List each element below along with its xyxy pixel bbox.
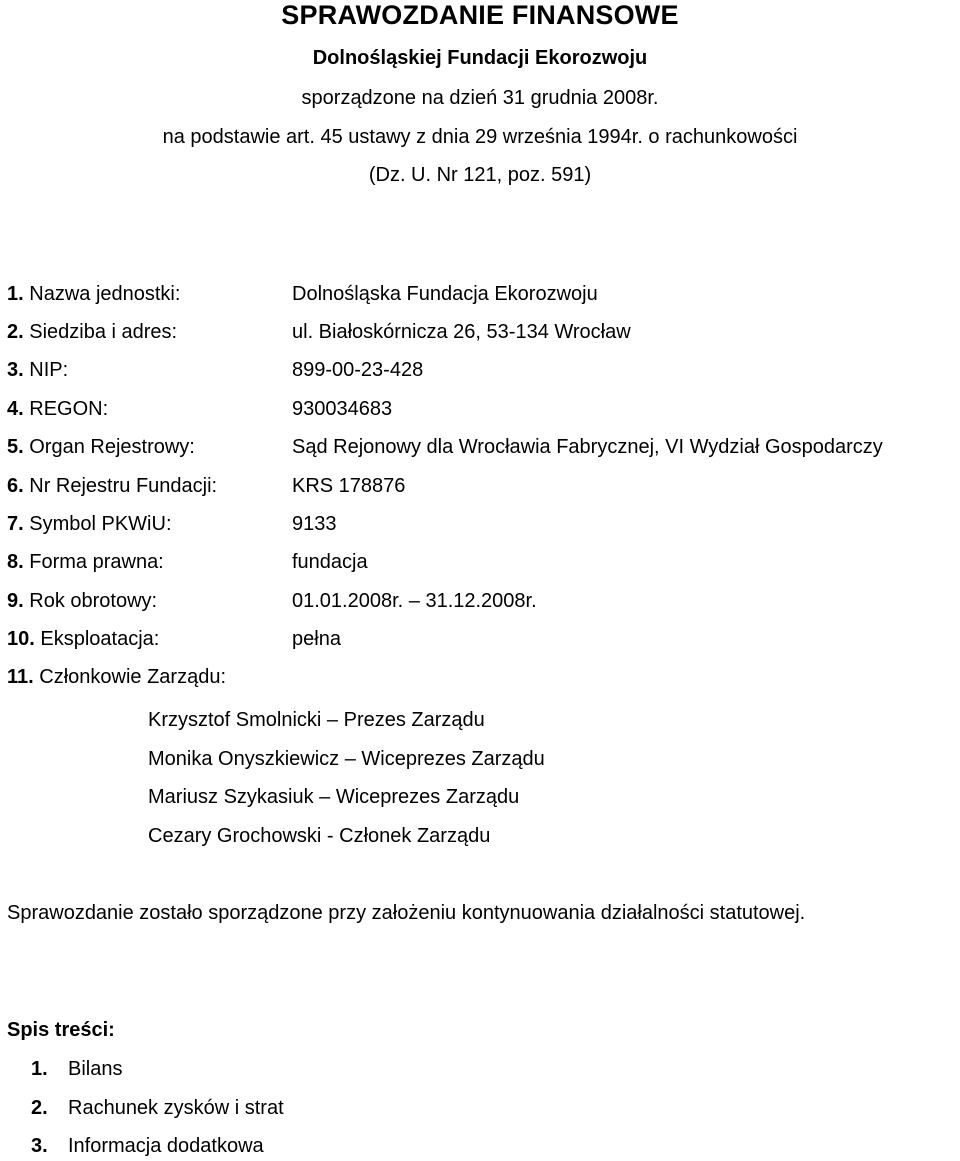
info-row-number: 6.: [7, 475, 24, 497]
info-row-value: pełna: [292, 628, 341, 650]
legal-reference-line: (Dz. U. Nr 121, poz. 591): [368, 164, 592, 186]
organization-name: Dolnośląskiej Fundacji Ekorozwoju: [312, 47, 648, 69]
toc-item: Informacja dodatkowa: [68, 1135, 264, 1157]
info-row-value: KRS 178876: [292, 475, 406, 497]
info-row-label: 11. Członkowie Zarządu:: [7, 666, 227, 688]
document-title: SPRAWOZDANIE FINANSOWE: [281, 0, 679, 30]
info-row-number: 7.: [7, 513, 24, 535]
info-row-number: 1.: [7, 283, 24, 305]
info-row-value: 01.01.2008r. – 31.12.2008r.: [292, 590, 537, 612]
info-row-label: 8. Forma prawna:: [7, 551, 164, 573]
info-row-number: 8.: [7, 551, 24, 573]
info-row-value: ul. Białoskórnicza 26, 53-134 Wrocław: [292, 321, 631, 343]
info-row-number: 5.: [7, 436, 24, 458]
report-date-line: sporządzone na dzień 31 grudnia 2008r.: [301, 87, 659, 109]
info-row-label: 1. Nazwa jednostki:: [7, 283, 181, 305]
info-row-label: 9. Rok obrotowy:: [7, 590, 158, 612]
toc-item: Rachunek zysków i strat: [68, 1097, 284, 1119]
info-row-label: 3. NIP:: [7, 359, 69, 381]
board-member: Monika Onyszkiewicz – Wiceprezes Zarządu: [148, 748, 545, 770]
statement-note: Sprawozdanie zostało sporządzone przy założeniu kontynuowania działalności statutowej.: [7, 902, 806, 924]
toc-item-number: 1.: [31, 1058, 48, 1080]
toc-item-number: 3.: [31, 1135, 48, 1157]
board-member: Krzysztof Smolnicki – Prezes Zarządu: [148, 709, 485, 731]
info-row-number: 3.: [7, 359, 24, 381]
info-row-value: fundacja: [292, 551, 368, 573]
board-member: Cezary Grochowski - Członek Zarządu: [148, 825, 491, 847]
info-row-label: 4. REGON:: [7, 398, 109, 420]
info-row-label: 7. Symbol PKWiU:: [7, 513, 172, 535]
legal-basis-line: na podstawie art. 45 ustawy z dnia 29 września 1994r. o rachunkowości: [162, 126, 798, 148]
info-row-number: 4.: [7, 398, 24, 420]
info-row-value: Sąd Rejonowy dla Wrocławia Fabrycznej, VI Wydział Gospodarczy: [292, 436, 883, 458]
board-member: Mariusz Szykasiuk – Wiceprezes Zarządu: [148, 786, 520, 808]
info-row-number: 2.: [7, 321, 24, 343]
info-row-number: 10.: [7, 628, 35, 650]
info-row-number: 9.: [7, 590, 24, 612]
info-row-label: 6. Nr Rejestru Fundacji:: [7, 475, 218, 497]
info-row-label: 5. Organ Rejestrowy:: [7, 436, 195, 458]
toc-title: Spis treści:: [7, 1019, 115, 1041]
toc-item-number: 2.: [31, 1097, 48, 1119]
info-row-label: 10. Eksploatacja:: [7, 628, 160, 650]
info-row-value: 899-00-23-428: [292, 359, 424, 381]
toc-item: Bilans: [68, 1058, 123, 1080]
info-row-number: 11.: [7, 666, 34, 688]
info-row-value: Dolnośląska Fundacja Ekorozwoju: [292, 283, 598, 305]
info-row-label: 2. Siedziba i adres:: [7, 321, 178, 343]
info-row-value: 930034683: [292, 398, 393, 420]
info-row-value: 9133: [292, 513, 337, 535]
